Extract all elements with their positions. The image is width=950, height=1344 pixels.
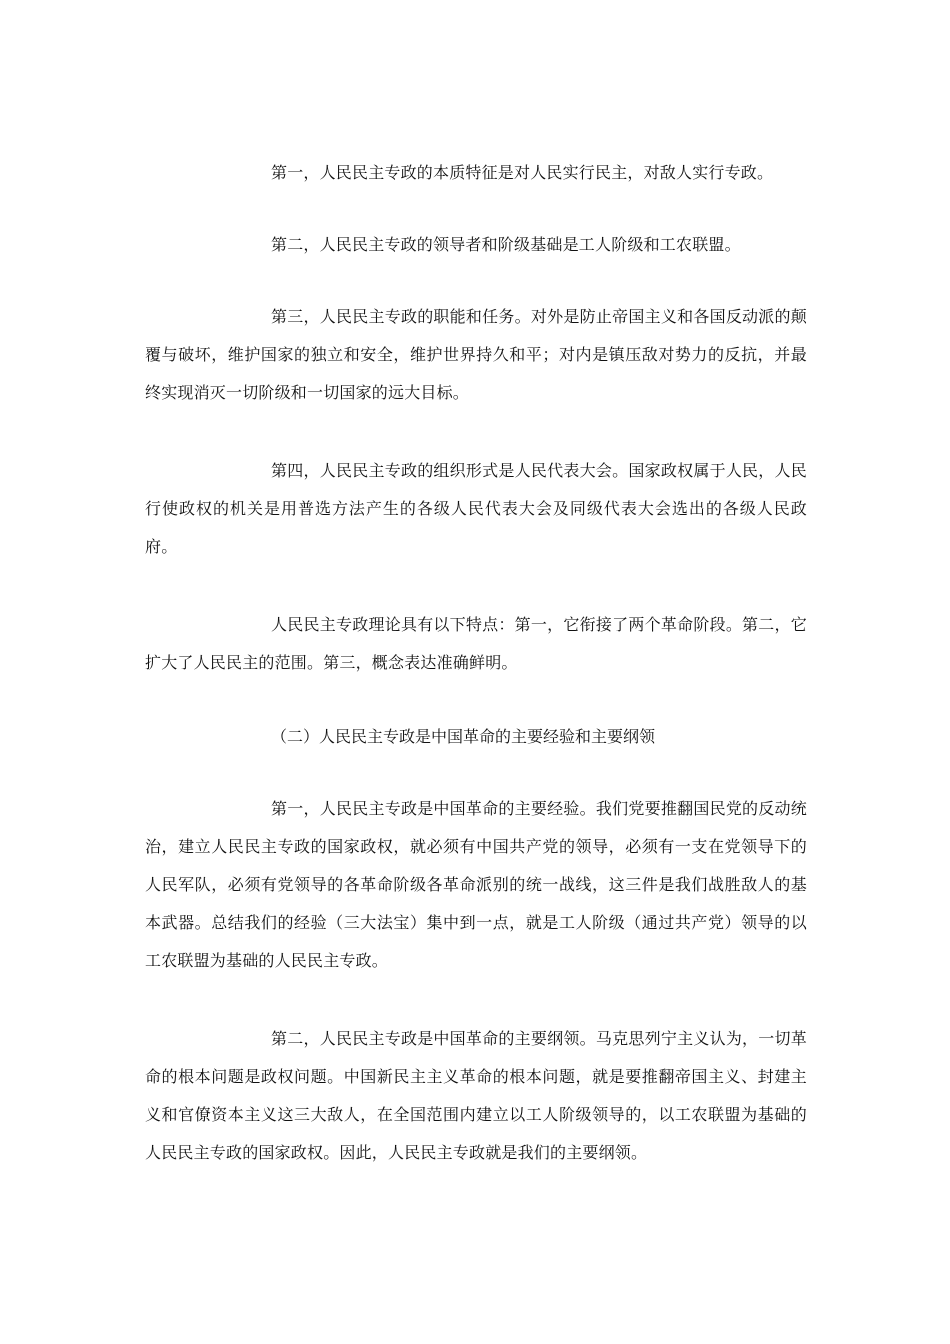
section-paragraph-1: 第一，人民民主专政是中国革命的主要经验。我们党要推翻国民党的反动统治，建立人民民主专政的国家政权，就必须有中国共产党的领导，必须有一支在党领导下的人民军队，必须有党领导的各革命阶级各革命派别的统一战线，这三件是我们战胜敌人的基本武器。总结我们的经验（三大法宝）集中到一点，就是工人阶级（通过共产党）领导的以工农联盟为基础的人民民主专政。: [145, 799, 807, 970]
paragraph-2: 第二，人民民主专政的领导者和阶级基础是工人阶级和工农联盟。: [271, 235, 741, 254]
paragraph-1: 第一，人民民主专政的本质特征是对人民实行民主，对敌人实行专政。: [271, 163, 774, 182]
section-paragraph-2: 第二，人民民主专政是中国革命的主要纲领。马克思列宁主义认为，一切革命的根本问题是政权问题。中国新民主主义革命的根本问题，就是要推翻帝国主义、封建主义和官僚资本主义这三大敌人，在全国范围内建立以工人阶级领导的，以工农联盟为基础的人民民主专政的国家政权。因此，人民民主专政就是我们的主要纲领。: [145, 1029, 807, 1162]
paragraph-4: 第四，人民民主专政的组织形式是人民代表大会。国家政权属于人民，人民行使政权的机关是用普选方法产生的各级人民代表大会及同级代表大会选出的各级人民政府。: [145, 461, 807, 556]
paragraph-5: 人民民主专政理论具有以下特点：第一，它衔接了两个革命阶段。第二，它扩大了人民民主的范围。第三，概念表达准确鲜明。: [145, 615, 807, 672]
paragraph-3: 第三，人民民主专政的职能和任务。对外是防止帝国主义和各国反动派的颠覆与破坏，维护国家的独立和安全，维护世界持久和平；对内是镇压敌对势力的反抗，并最终实现消灭一切阶级和一切国家的远大目标。: [145, 307, 807, 402]
section-heading: （二）人民民主专政是中国革命的主要经验和主要纲领: [271, 727, 656, 746]
